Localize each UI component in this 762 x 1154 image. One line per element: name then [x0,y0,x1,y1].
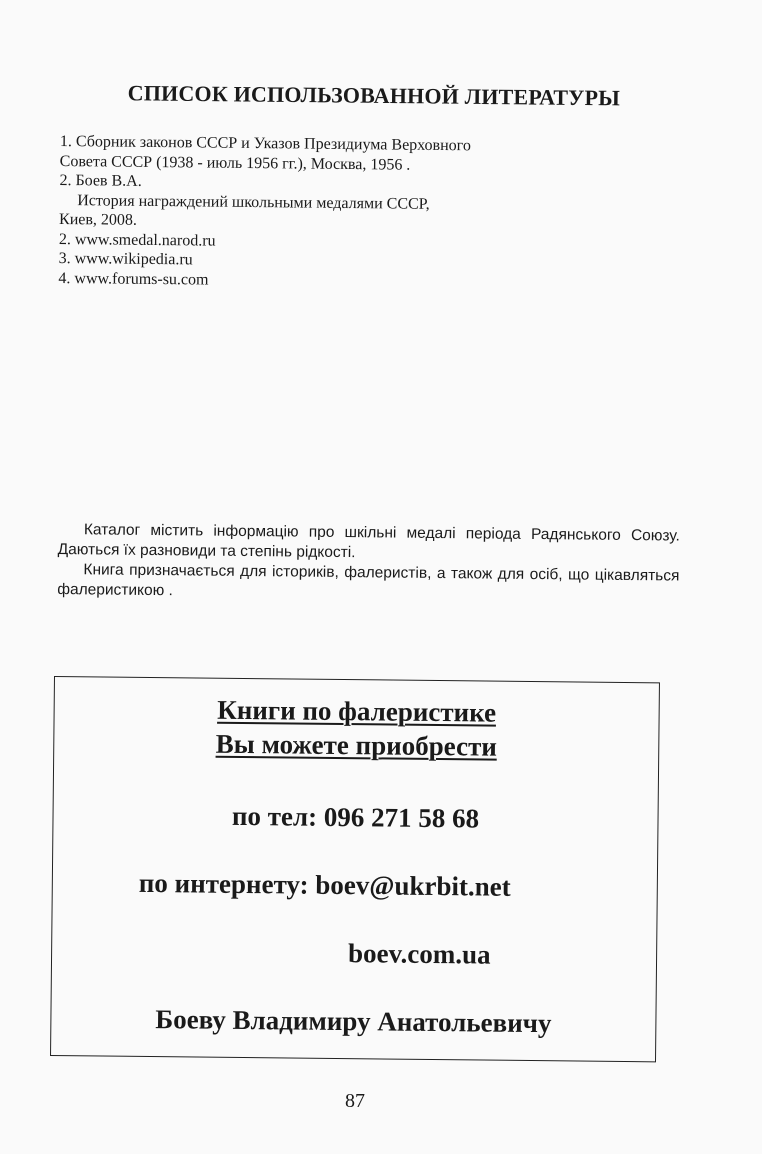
reference-line: 1. Сборник законов СССР и Указов Президиума Верховного [59,132,471,155]
page-title: СПИСОК ИСПОЛЬЗОВАННОЙ ЛИТЕРАТУРЫ [127,80,621,111]
reference-line: 4. www.forums-su.com [58,269,209,289]
references-list [58,132,680,294]
ad-title: Книги по фалеристике [217,694,497,728]
ad-subtitle: Вы можете приобрести [215,728,498,762]
ad-website: boev.com.ua [347,938,491,970]
ad-phone: по тел: 096 271 58 68 [231,800,480,834]
reference-line: 2. www.smedal.narod.ru [58,230,216,250]
abstract-paragraph: Книга призначається для істориків, фалеристів, а також для осіб, що цікавляться фалеристикою . [57,561,680,600]
reference-line: История награждений школьными медалями СССР, [77,191,430,213]
ad-contact-name: Боеву Владимиру Анатольевичу [155,1004,552,1039]
ad-email: по интернету: boev@ukrbit.net [138,867,511,902]
reference-line: Совета СССР (1938 - июль 1956 гг.), Москва, 1956 . [59,152,411,174]
reference-line: Киев, 2008. [58,210,138,229]
reference-line: 2. Боев В.А. [59,171,142,190]
abstract-paragraph: Каталог містить інформацію про шкільні медалі періода Радянського Союзу. Даються їх разновиди та степінь рідкості. [57,521,680,562]
advertisement-box [50,676,660,1062]
page-number: 87 [345,1090,365,1112]
reference-line: 3. www.wikipedia.ru [58,249,193,269]
abstract [57,520,680,607]
